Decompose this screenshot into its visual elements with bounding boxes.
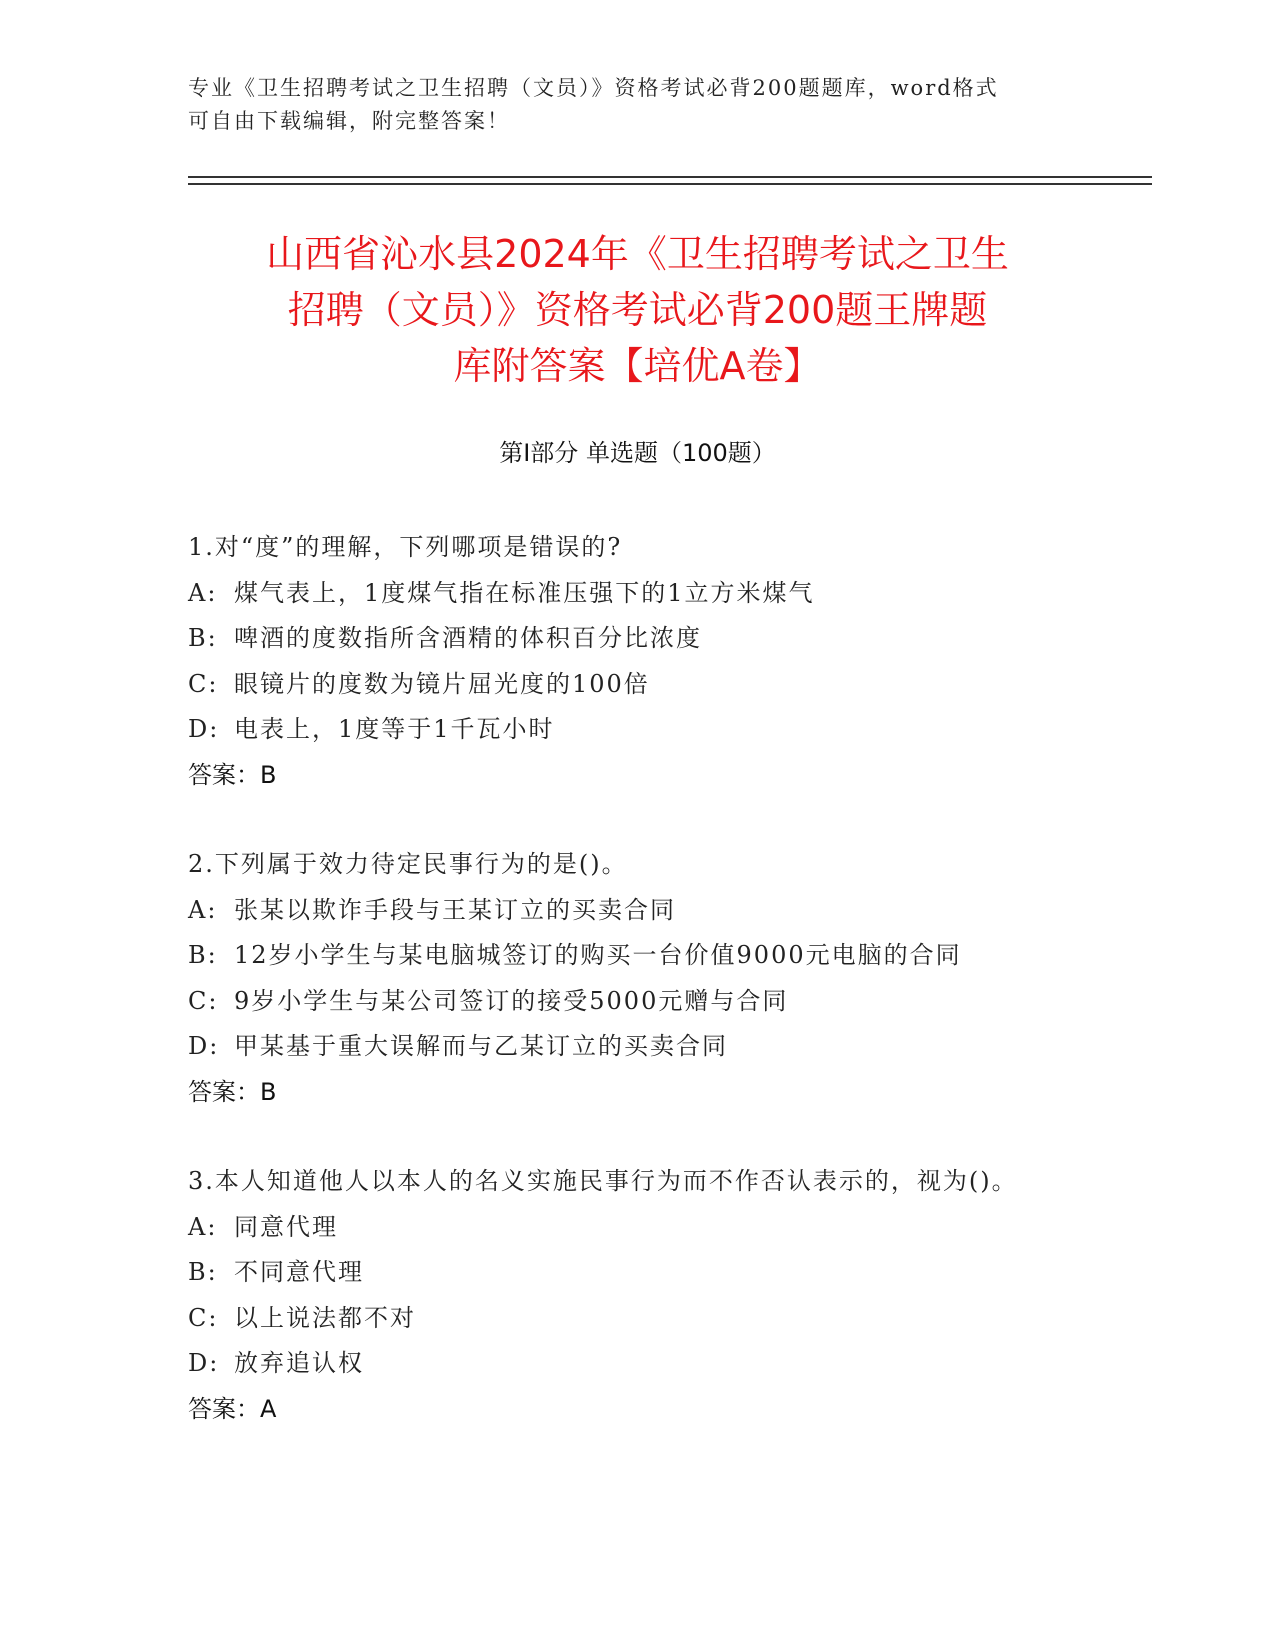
option-b bbox=[188, 1250, 1088, 1296]
option-key: A: bbox=[188, 578, 218, 607]
header-rule-top bbox=[188, 176, 1152, 178]
option-b bbox=[188, 933, 1088, 979]
option-key: D: bbox=[188, 715, 220, 743]
option-key: D: bbox=[188, 1032, 220, 1060]
question-answer: 答案：B bbox=[188, 760, 277, 789]
option-text: 张某以欺诈手段与王某订立的买卖合同 bbox=[234, 895, 676, 924]
option-text: 眼镜片的度数为镜片屈光度的100倍 bbox=[234, 669, 650, 698]
header-note-line-1: 专业《卫生招聘考试之卫生招聘（文员）》资格考试必背200题题库，word格式 bbox=[188, 76, 999, 100]
option-b bbox=[188, 616, 1088, 662]
header-note-line-2: 可自由下载编辑，附完整答案！ bbox=[188, 109, 510, 133]
question-stem: 2.下列属于效力待定民事行为的是()。 bbox=[188, 850, 628, 878]
question-stem: 1.对“度”的理解，下列哪项是错误的? bbox=[188, 533, 623, 561]
section-title: 第Ⅰ部分 单选题（100题） bbox=[499, 439, 776, 467]
option-a bbox=[188, 1205, 1088, 1251]
option-key: A: bbox=[188, 1212, 218, 1241]
header-note bbox=[188, 72, 1068, 138]
option-d bbox=[188, 1341, 1088, 1387]
document-title-line-1: 山西省沁水县2024年《卫生招聘考试之卫生 bbox=[266, 232, 1009, 276]
question-1 bbox=[188, 525, 1088, 798]
option-text: 同意代理 bbox=[234, 1212, 338, 1241]
header-rule-bottom bbox=[188, 183, 1152, 185]
option-c bbox=[188, 979, 1088, 1025]
document-title-line-3: 库附答案【培优A卷】 bbox=[453, 344, 822, 388]
question-stem: 3.本人知道他人以本人的名义实施民事行为而不作否认表示的，视为()。 bbox=[188, 1167, 1018, 1195]
option-text: 放弃追认权 bbox=[234, 1349, 364, 1377]
option-c bbox=[188, 662, 1088, 708]
question-list bbox=[188, 525, 1088, 1476]
document-title-line-2: 招聘（文员）》资格考试必背200题王牌题 bbox=[287, 288, 988, 332]
option-key: B: bbox=[188, 941, 218, 969]
option-text: 电表上，1度等于1千瓦小时 bbox=[234, 715, 555, 743]
option-key: A: bbox=[188, 895, 218, 924]
option-key: D: bbox=[188, 1349, 220, 1377]
option-text: 以上说法都不对 bbox=[234, 1303, 416, 1332]
option-key: B: bbox=[188, 1258, 218, 1286]
document-title bbox=[150, 226, 1125, 394]
option-d bbox=[188, 707, 1088, 753]
question-answer: 答案：A bbox=[188, 1394, 277, 1423]
question-answer: 答案：B bbox=[188, 1077, 277, 1106]
option-key: C: bbox=[188, 1303, 219, 1332]
question-3 bbox=[188, 1159, 1088, 1432]
option-key: C: bbox=[188, 986, 219, 1015]
option-text: 不同意代理 bbox=[234, 1258, 364, 1286]
option-text: 甲某基于重大误解而与乙某订立的买卖合同 bbox=[234, 1032, 728, 1060]
option-key: B: bbox=[188, 624, 218, 652]
option-a bbox=[188, 571, 1088, 617]
option-text: 煤气表上，1度煤气指在标准压强下的1立方米煤气 bbox=[234, 578, 815, 607]
option-text: 12岁小学生与某电脑城签订的购买一台价值9000元电脑的合同 bbox=[234, 941, 962, 969]
option-d bbox=[188, 1024, 1088, 1070]
option-key: C: bbox=[188, 669, 219, 698]
question-2 bbox=[188, 842, 1088, 1115]
option-text: 啤酒的度数指所含酒精的体积百分比浓度 bbox=[234, 624, 702, 652]
option-c bbox=[188, 1296, 1088, 1342]
option-a bbox=[188, 888, 1088, 934]
option-text: 9岁小学生与某公司签订的接受5000元赠与合同 bbox=[234, 986, 789, 1015]
